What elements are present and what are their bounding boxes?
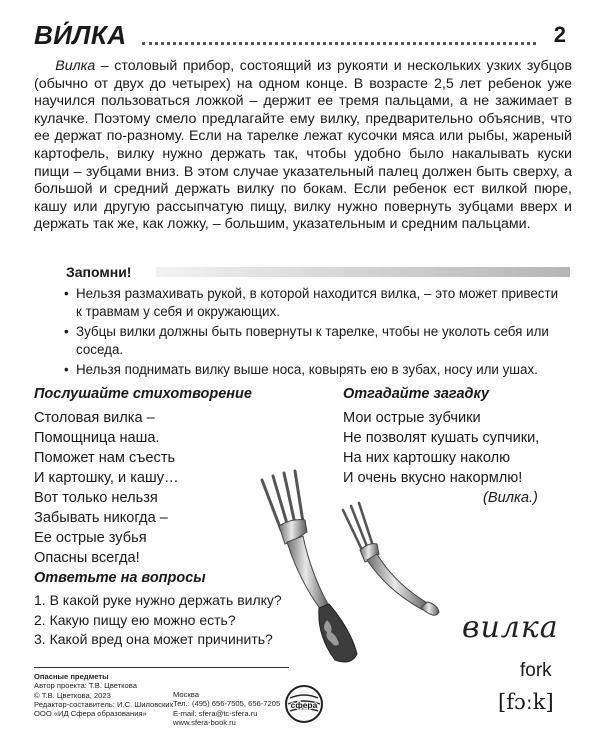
transcription: [fɔːk] <box>498 690 554 714</box>
footer-publisher: ООО «ИД Сфера образования» <box>34 709 147 719</box>
remember-item: • Зубцы вилки должны быть повернуты к тарелке, чтобы не уколоть себя или соседа. <box>64 323 564 358</box>
poem-line: Забывать никогда – <box>34 510 168 526</box>
poem-line: Столовая вилка – <box>34 410 155 426</box>
cursive-word: вилка <box>462 610 559 645</box>
remember-item: • Нельзя размахивать рукой, в которой находится вилка, – это может привести к травмам у себя и окружающих. <box>64 285 564 320</box>
question-item: 3. Какой вред она может причинить? <box>34 631 273 647</box>
poem-line: Помощница наша. <box>34 430 160 446</box>
intro-lead-word: Вилка <box>55 58 96 74</box>
riddle-answer: (Вилка.) <box>483 490 538 506</box>
title-row <box>34 18 566 52</box>
title-dotted-leader <box>142 42 536 45</box>
small-fork-icon <box>343 503 439 615</box>
riddle-line: Мои острые зубчики <box>343 410 481 426</box>
footer-city: Москва <box>173 690 199 699</box>
questions-heading: Ответьте на вопросы <box>34 570 206 586</box>
footer-divider <box>34 667 289 668</box>
page-number: 2 <box>553 22 566 47</box>
riddle-line: Не позволят кушать супчики, <box>343 430 540 446</box>
remember-item: • Нельзя поднимать вилку выше носа, ковырять ею в зубах, носу или ушах. <box>64 361 564 379</box>
large-fork-icon <box>262 471 357 662</box>
question-item: 1. В какой руке нужно держать вилку? <box>34 592 282 608</box>
intro-text: – столовый прибор, состоящий из рукояти и нескольких узких зубцов (обычно от двух до четырех) на одном конце. В возрасте 2,5 лет ребенок уже научился пользоваться ложкой – держит ее тремя пальцами, а не зажимает в кулачке. Поэтому смело предлагайте ему вилку, предварительно объяснив, что ее держат по-разному. Если на тарелке лежат кусочки мяса или рыбы, жареный картофель, вилку нужно держать так, чтобы удобно было накалывать куски пищи – зубцами вниз. В этом случае указательный палец должен быть сверху, а большой и средний держать вилку по бокам. Если ребенок ест вилкой пюре, кашу или другую рассыпчатую пищу, вилку нужно повернуть зубцами вверх и держать так же, как ложку, – большим, указательным и средним пальцами. <box>34 58 572 233</box>
remember-list <box>64 285 564 382</box>
poem-line: Вот только нельзя <box>34 490 158 506</box>
footer-series: Опасные предметы <box>34 672 109 681</box>
sfera-logo-icon <box>284 684 324 724</box>
footer-site: www.sfera-book.ru <box>173 717 236 727</box>
question-item: 2. Какую пищу ею можно есть? <box>34 611 236 628</box>
footer-phone: Тел.: (495) 656-7505, 656-7205 <box>173 699 281 709</box>
intro-paragraph <box>34 58 572 234</box>
poem-block <box>34 408 179 568</box>
footer-contacts <box>173 690 280 727</box>
footer-credits <box>34 672 173 718</box>
forks-illustration <box>225 460 465 670</box>
riddle-heading: Отгадайте загадку <box>343 386 490 402</box>
poem-line: И картошку, и кашу… <box>34 470 179 486</box>
footer-copyright: © Т.В. Цветкова, 2023 <box>34 690 111 700</box>
footer-email: E-mail: sfera@tc-sfera.ru <box>173 708 258 718</box>
remember-label: Запомни! <box>66 264 135 280</box>
poem-line: Опасны всегда! <box>34 550 140 566</box>
poem-line: Поможет нам съесть <box>34 450 176 466</box>
remember-gradient-bar <box>156 267 570 277</box>
logo-text: сфера <box>290 700 318 710</box>
page-title: ВИ́ЛКА <box>34 20 127 50</box>
english-word: fork <box>520 660 552 681</box>
footer-editor: Редактор-составитель: И.С. Шиловских <box>34 699 174 709</box>
remember-header <box>60 262 570 282</box>
riddle-line: И очень вкусно накормлю! <box>343 470 523 486</box>
poem-heading: Послушайте стихотворение <box>34 386 252 402</box>
poem-line: Ее острые зубья <box>34 530 147 546</box>
footer-author: Автор проекта: Т.В. Цветкова <box>34 681 137 691</box>
riddle-line: На них картошку наколю <box>343 450 511 466</box>
